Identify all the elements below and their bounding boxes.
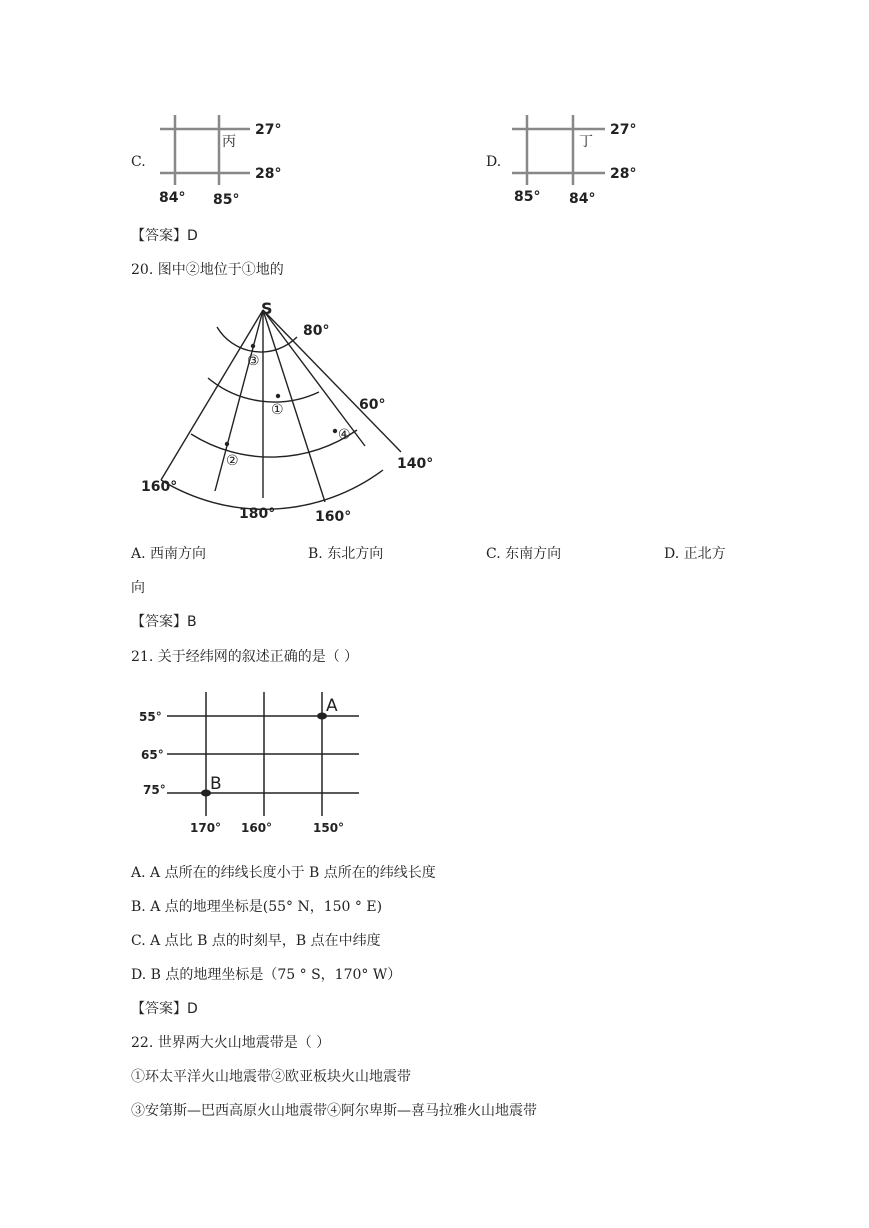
q22-line-1: ①环太平洋火山地震带②欧亚板块火山地震带	[131, 1069, 411, 1085]
lon-label-84: 84°	[159, 190, 186, 206]
q20-option-d: D. 正北方	[664, 546, 726, 562]
lat-label-28: 28°	[255, 166, 282, 182]
point-2-label: ②	[226, 453, 239, 469]
lon-label-140: 140°	[397, 456, 434, 472]
meridian-140e	[263, 310, 401, 452]
q21-option-d: D. B 点的地理坐标是（75 ° S，170° W）	[131, 967, 402, 983]
q21-option-a: A. A 点所在的纬线长度小于 B 点所在的纬线长度	[131, 865, 436, 881]
lat-label-75: 75°	[143, 783, 166, 797]
option-c-letter: C.	[131, 154, 146, 170]
q20-option-a: A. 西南方向	[131, 546, 207, 562]
mark-ding: 丁	[579, 134, 593, 150]
lon-label-170: 170°	[190, 821, 222, 835]
lon-label-180: 180°	[239, 506, 276, 522]
q20-option-d-wrap: 向	[131, 580, 145, 596]
lat-label-27: 27°	[610, 122, 637, 138]
grid-figure-option-c	[150, 110, 300, 212]
lat-label-65: 65°	[141, 748, 164, 762]
q20-option-c: C. 东南方向	[486, 546, 562, 562]
q21-option-c: C. A 点比 B 点的时刻早，B 点在中纬度	[131, 933, 381, 949]
parallel-60	[191, 430, 357, 457]
lon-label-160e: 160°	[315, 509, 352, 525]
answer-19: 【答案】D	[131, 228, 198, 244]
q21-option-b: B. A 点的地理坐标是(55° N，150 ° E)	[131, 899, 383, 915]
meridian-160w	[161, 310, 263, 480]
q20-option-b: B. 东北方向	[308, 546, 384, 562]
point-3-dot	[251, 344, 255, 348]
lat-label-28: 28°	[610, 166, 637, 182]
point-b-label: B	[210, 774, 222, 794]
point-2-dot	[225, 442, 229, 446]
point-4-label: ④	[338, 427, 351, 443]
point-3-label: ③	[247, 353, 260, 369]
lat-label-55: 55°	[139, 710, 162, 724]
parallel-50	[161, 470, 383, 509]
pole-label: S	[261, 299, 273, 318]
lat-lon-grid-figure	[135, 688, 375, 840]
lon-label-85: 85°	[213, 192, 240, 208]
grid-figure-option-d	[505, 110, 655, 212]
point-1-dot	[276, 394, 280, 398]
polar-projection-figure	[135, 296, 445, 528]
lat-label-80: 80°	[303, 323, 330, 339]
answer-20: 【答案】B	[131, 614, 197, 630]
question-21-stem: 21. 关于经纬网的叙述正确的是（ ）	[131, 649, 359, 665]
answer-21: 【答案】D	[131, 1001, 198, 1017]
question-22-stem: 22. 世界两大火山地震带是（ ）	[131, 1035, 331, 1051]
lat-label-27: 27°	[255, 122, 282, 138]
question-20-stem: 20. 图中②地位于①地的	[131, 262, 284, 278]
lon-label-84: 84°	[569, 191, 596, 207]
lon-label-160: 160°	[241, 821, 273, 835]
q22-line-2: ③安第斯—巴西高原火山地震带④阿尔卑斯—喜马拉雅火山地震带	[131, 1103, 537, 1119]
point-1-label: ①	[271, 402, 284, 418]
point-a-label: A	[326, 696, 338, 716]
lon-label-160w: 160°	[141, 479, 178, 495]
mark-bing: 丙	[222, 134, 236, 150]
point-4-dot	[333, 429, 337, 433]
lon-label-150: 150°	[313, 821, 345, 835]
option-d-letter: D.	[486, 154, 502, 170]
lon-label-85: 85°	[514, 189, 541, 205]
lat-label-60: 60°	[359, 397, 386, 413]
